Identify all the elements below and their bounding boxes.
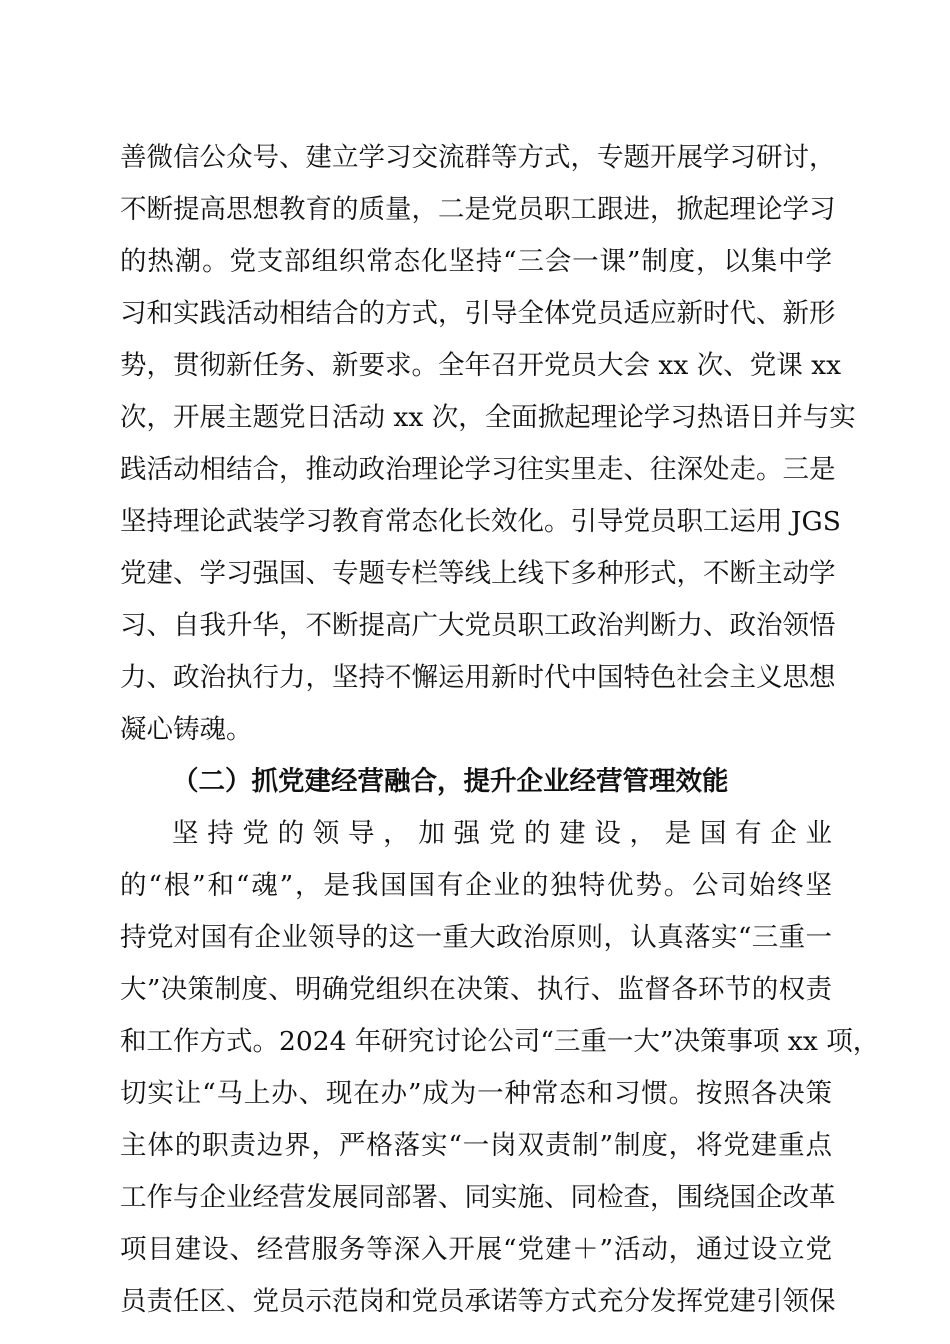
text-line: 和工作方式。2024 年研究讨论公司“三重一大”决策事项 xx 项，	[120, 1026, 880, 1057]
text-line: 力、政治执行力，坚持不懈运用新时代中国特色社会主义思想	[120, 662, 836, 693]
text-line: 工作与企业经营发展同部署、同实施、同检查，围绕国企改革	[120, 1182, 836, 1213]
text-line: 主体的职责边界，严格落实“一岗双责制”制度，将党建重点	[120, 1130, 832, 1161]
text-line: 践活动相结合，推动政治理论学习往实里走、往深处走。三是	[120, 454, 836, 485]
text-line: 坚持理论武装学习教育常态化长效化。引导党员职工运用 JGS	[120, 506, 841, 537]
text-line: 习和实践活动相结合的方式，引导全体党员适应新时代、新形	[120, 298, 836, 329]
text-line: 习、自我升华，不断提高广大党员职工政治判断力、政治领悟	[120, 610, 836, 641]
text-line: 的热潮。党支部组织常态化坚持“三会一课”制度，以集中学	[120, 246, 832, 277]
text-line: 善微信公众号、建立学习交流群等方式，专题开展学习研讨，	[120, 142, 836, 173]
section-heading: （二）抓党建经营融合，提升企业经营管理效能	[172, 766, 729, 797]
text-line: 的“根”和“魂”，是我国国有企业的独特优势。公司始终坚	[120, 870, 832, 901]
text-line: 项目建设、经营服务等深入开展“党建＋”活动，通过设立党	[120, 1234, 832, 1265]
text-line: 势，贯彻新任务、新要求。全年召开党员大会 xx 次、党课 xx	[120, 350, 842, 381]
text-line: 凝心铸魂。	[120, 714, 253, 745]
text-line: 不断提高思想教育的质量，二是党员职工跟进，掀起理论学习	[120, 194, 836, 225]
text-line: 党建、学习强国、专题专栏等线上线下多种形式，不断主动学	[120, 558, 836, 589]
text-line: 切实让“马上办、现在办”成为一种常态和习惯。按照各决策	[120, 1078, 832, 1109]
text-line: 次，开展主题党日活动 xx 次，全面掀起理论学习热语日并与实	[120, 402, 856, 433]
text-line: 大”决策制度、明确党组织在决策、执行、监督各环节的权责	[120, 974, 832, 1005]
text-line: 持党对国有企业领导的这一重大政治原则，认真落实“三重一	[120, 922, 832, 953]
paragraph-first-line: 坚持党的领导，加强党的建设，是国有企业	[172, 818, 832, 849]
text-line: 员责任区、党员示范岗和党员承诺等方式充分发挥党建引领保	[120, 1286, 836, 1317]
